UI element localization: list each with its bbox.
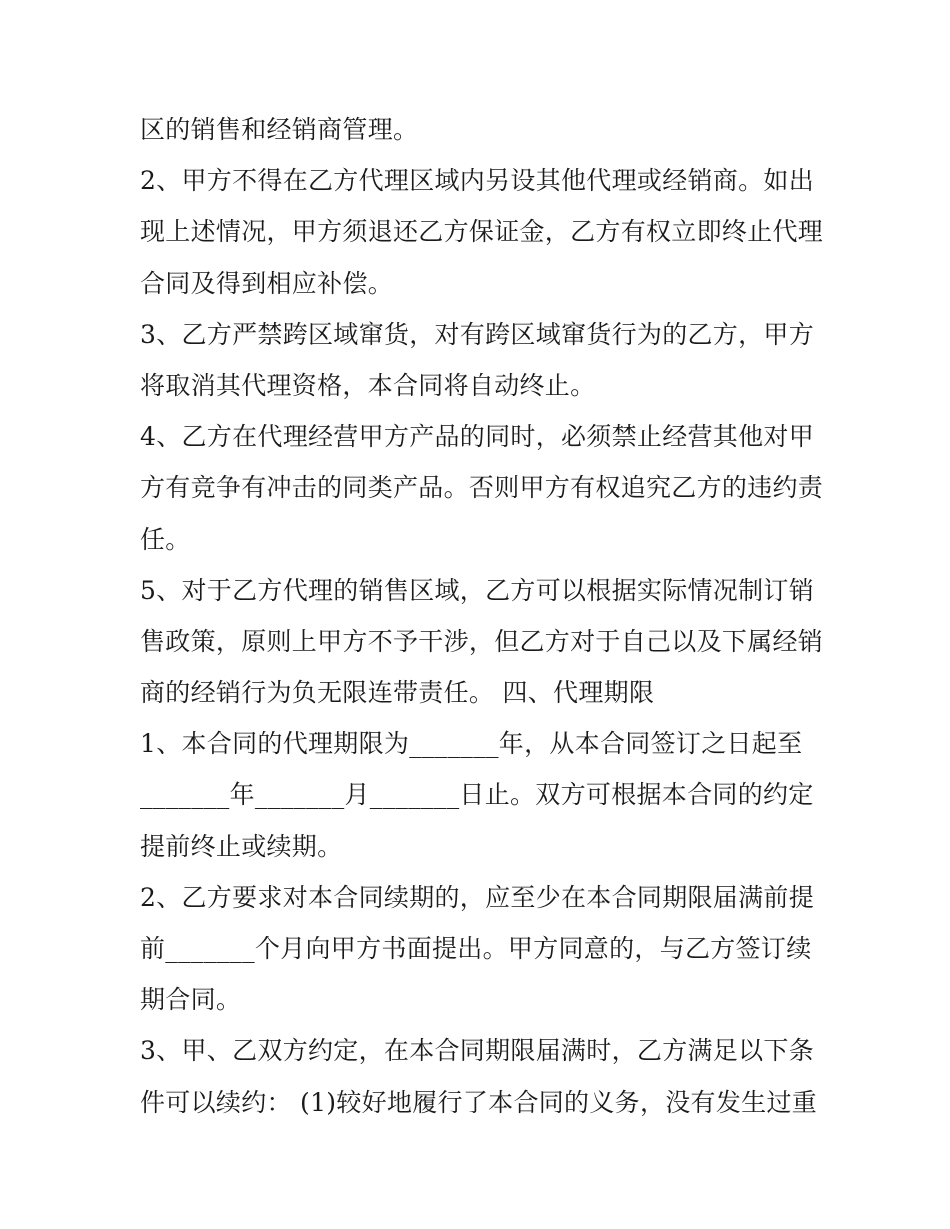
text-line: 3、乙方严禁跨区域窜货，对有跨区域窜货行为的乙方，甲方 bbox=[140, 319, 815, 349]
text-line: 期合同。 bbox=[140, 985, 242, 1015]
text-line: 提前终止或续期。 bbox=[140, 831, 343, 861]
text-line: 方有竞争有冲击的同类产品。否则甲方有权追究乙方的违约责 bbox=[140, 473, 824, 503]
text-line: 将取消其代理资格，本合同将自动终止。 bbox=[140, 370, 596, 400]
text-line: _______年_______月_______日止。双方可根据本合同的约定 bbox=[140, 780, 814, 810]
text-line: 前_______个月向甲方书面提出。甲方同意的，与乙方签订续 bbox=[140, 934, 812, 963]
text-line: 任。 bbox=[140, 524, 191, 554]
text-line: 售政策，原则上甲方不予干涉，但乙方对于自己以及下属经销 bbox=[140, 626, 824, 656]
text-line: 4、乙方在代理经营甲方产品的同时，必须禁止经营其他对甲 bbox=[140, 422, 815, 452]
text-line: 合同及得到相应补偿。 bbox=[140, 268, 394, 298]
text-line: 2、甲方不得在乙方代理区域内另设其他代理或经销商。如出 bbox=[140, 166, 815, 196]
text-line: 区的销售和经销商管理。 bbox=[140, 115, 419, 144]
text-line: 件可以续约： (1)较好地履行了本合同的义务，没有发生过重 bbox=[140, 1087, 818, 1117]
text-line: 2、乙方要求对本合同续期的，应至少在本合同期限届满前提 bbox=[140, 882, 815, 912]
contract-text bbox=[140, 104, 824, 1128]
text-line: 1、本合同的代理期限为_______年，从本合同签订之日起至 bbox=[140, 729, 803, 759]
text-line: 3、甲、乙双方约定，在本合同期限届满时，乙方满足以下条 bbox=[140, 1036, 815, 1066]
text-line: 5、对于乙方代理的销售区域，乙方可以根据实际情况制订销 bbox=[140, 575, 815, 605]
text-line: 商的经销行为负无限连带责任。 四、代理期限 bbox=[140, 678, 655, 708]
text-line: 现上述情况，甲方须退还乙方保证金，乙方有权立即终止代理 bbox=[140, 217, 824, 247]
